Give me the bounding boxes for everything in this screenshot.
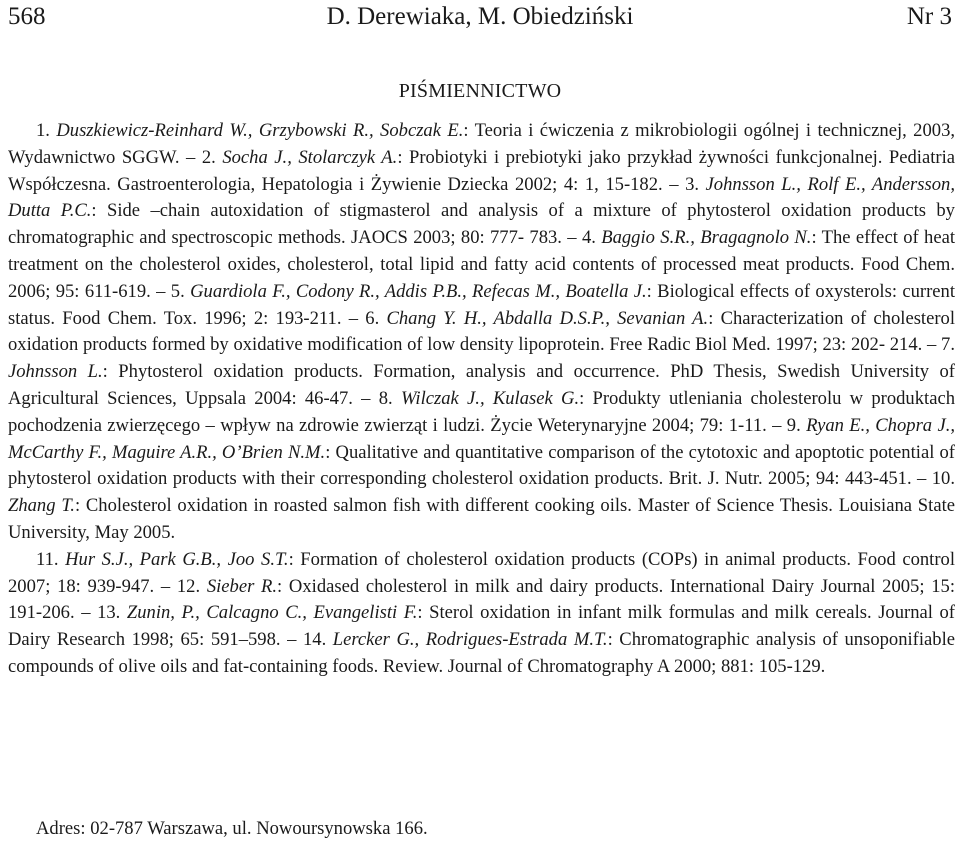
reference-authors: Johnsson L. [8,361,103,383]
reference-text: : Probiotyki i prebiotyki jako przykład żywności funkcjonalnej. Pediatria Współczesna. Gastroenterologia, Hepatologia i Żywienie Dziecka 2002; 4: 1, 15-182. – [8,146,955,195]
reference-text: : Chromatographic analysis of unsoponifiable compounds of olive oils and fat-containing foods. Review. Journal of Chromatography A 2000; 881: 105-129. [8,629,955,677]
author-address: Adres: 02-787 Warszawa, ul. Nowoursynowska 166. [36,818,428,839]
reference-authors: Socha J., Stolarczyk A. [222,146,398,168]
reference-authors: Johnsson L., Rolf E., Andersson, Dutta P.C. [8,173,956,222]
reference-text: : Sterol oxidation in infant milk formulas and milk cereals. Journal of Dairy Research 1998; 65: 591–598. – [8,602,956,651]
running-header [8,0,952,38]
reference-text: : The effect of heat treatment on the cholesterol oxides, cholesterol, total lipid and fatty acid contents of processed meat products. Food Chem. 2006; 95: 611-619. – [8,227,955,302]
reference-text: : Biological effects of oxysterols: current status. Food Chem. Tox. 1996; 2: 193-211. – [8,280,956,329]
reference-number: 2. [201,146,223,168]
reference-number: 9. [786,414,807,436]
reference-number: 11. [36,548,66,570]
reference-number: 6. [365,307,387,329]
reference-authors: Zhang T. [8,495,75,517]
reference-authors: Baggio S.R., Bragagnolo N. [601,227,812,249]
reference-text: : Characterization of cholesterol oxidation products formed by oxidative modification of low density lipoprotein. Free Radic Biol Med. 1997; 23: 202- 214. – [8,307,956,356]
reference-authors: Chang Y. H., Abdalla D.S.P., Sevanian A. [386,307,709,329]
reference-authors: Hur S.J., Park G.B., Joo S.T. [65,548,289,570]
reference-number: 8. [378,387,401,409]
reference-authors: Lercker G., Rodrigues-Estrada M.T. [332,629,608,651]
reference-number: 1. [36,120,57,141]
reference-text: : Oxidased cholesterol in milk and dairy products. International Dairy Journal 2005; 15: 191-206. – [8,575,955,624]
reference-text: : Cholesterol oxidation in roasted salmon fish with different cooking oils. Master of Science Thesis. Louisiana State University, May 2005. [8,495,955,543]
reference-text: : Formation of cholesterol oxidation products (COPs) in animal products. Food control 2007; 18: 939-947. – [8,548,955,597]
reference-authors: Wilczak J., Kulasek G. [400,387,580,409]
reference-authors: Zunin, P., Calcagno C., Evangelisti F. [126,602,418,624]
issue-number: Nr 3 [906,3,952,30]
reference-number: 4. [581,227,602,249]
reference-authors: Ryan E., Chopra J., McCarthy F., Maguire A.R., O’Brien N.M. [8,414,955,463]
reference-number: 3. [685,173,706,195]
reference-number: 13. [97,602,127,624]
reference-number: 12. [176,575,207,597]
reference-number: 14. [302,629,333,651]
section-title: PIŚMIENNICTWO [398,80,562,102]
page-number: 568 [8,3,46,30]
reference-number: 5. [170,280,191,302]
reference-paragraph-2 [8,547,955,681]
reference-text: : Qualitative and quantitative comparison of the cytotoxic and apoptotic potential of phytosterol oxidation products with their corresponding cholesterol oxidation products. Brit. J. Nutr. 2005; 94: 443-451. – [8,441,955,490]
reference-paragraph-1 [8,118,955,547]
reference-text: : Side –chain autoxidation of stigmasterol and analysis of a mixture of phytosterol oxidation products by chromatographic and spectroscopic methods. JAOCS 2003; 80: 777- 783. – [8,200,955,249]
reference-number: 7. [941,334,955,356]
reference-authors: Sieber R. [206,575,278,597]
reference-text: : Produkty utleniania cholesterolu w produktach pochodzenia zwierzęcego – wpływ na zdrowie zwierząt i ludzi. Życie Weterynaryjne 2004; 79: 1-11. – [8,387,955,436]
running-header-authors: D. Derewiaka, M. Obiedziński [326,3,634,30]
reference-text: : Phytosterol oxidation products. Formation, analysis and occurrence. PhD Thesis, Swedish University of Agricultural Sciences, Uppsala 2004: 46-47. – [8,361,955,409]
reference-list [8,118,955,681]
reference-authors: Duszkiewicz-Reinhard W., Grzybowski R., Sobczak E. [56,120,464,141]
reference-text: : Teoria i ćwiczenia z mikrobiologii ogólnej i technicznej, 2003, Wydawnictwo SGGW. – [8,120,956,168]
reference-number: 10. [931,468,955,490]
reference-authors: Guardiola F., Codony R., Addis P.B., Refecas M., Boatella J. [190,280,647,302]
